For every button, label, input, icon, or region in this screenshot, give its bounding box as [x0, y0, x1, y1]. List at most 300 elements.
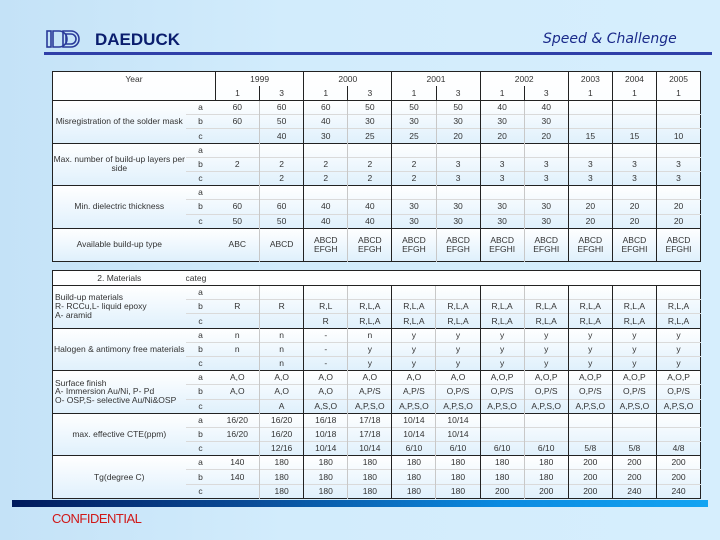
table-cell: ABCD EFGHI — [657, 228, 701, 261]
table-cell: A,O,P — [612, 371, 656, 385]
table-cell: 30 — [392, 115, 436, 129]
table-cell: ABC — [216, 228, 260, 261]
table-cell: 180 — [260, 456, 304, 470]
condition-letter: c — [186, 484, 216, 498]
condition-letter: a — [186, 143, 216, 157]
table-cell: y — [612, 328, 656, 342]
table-cell: y — [656, 356, 700, 370]
table-cell: y — [656, 342, 700, 356]
row-label: Surface finish A- Immersion Au/Ni, P- Pd O- OSP,S- selective Au/Ni&OSP — [53, 371, 186, 414]
table-cell: A,O — [260, 371, 304, 385]
table-cell — [260, 314, 304, 328]
half-header: 3 — [260, 86, 304, 101]
table-cell: 30 — [436, 214, 480, 228]
table-cell — [656, 413, 700, 427]
table-cell — [304, 286, 348, 300]
table-cell: 40 — [304, 214, 348, 228]
year-header: 2002 — [480, 72, 568, 87]
table-cell: 3 — [524, 171, 568, 185]
table-cell: A,O,P — [656, 371, 700, 385]
section — [53, 456, 701, 499]
table-cell — [480, 413, 524, 427]
table-cell: 30 — [480, 214, 524, 228]
table-cell: 30 — [524, 214, 568, 228]
table-cell: 50 — [436, 101, 480, 115]
table-cell: 50 — [348, 101, 392, 115]
table-cell — [480, 143, 524, 157]
table-cell: 60 — [216, 200, 260, 214]
table-cell: A,P,S,O — [524, 399, 568, 413]
section — [53, 143, 701, 186]
table-cell: 3 — [612, 157, 656, 171]
table-cell — [568, 286, 612, 300]
table-cell: 5/8 — [568, 442, 612, 456]
table-cell: 30 — [392, 214, 436, 228]
table-cell: y — [480, 356, 524, 370]
table-cell — [524, 143, 568, 157]
table-cell: A,P,S,O — [656, 399, 700, 413]
table-cell: 40 — [304, 200, 348, 214]
half-header: 3 — [348, 86, 392, 101]
row-label: Tg(degree C) — [53, 456, 186, 499]
table-cell: 180 — [436, 456, 480, 470]
table-cell — [436, 186, 480, 200]
table-cell: 10/14 — [392, 413, 436, 427]
half-header: 3 — [524, 86, 568, 101]
table-cell: 12/16 — [260, 442, 304, 456]
condition-letter: c — [186, 399, 216, 413]
table-cell: y — [568, 356, 612, 370]
condition-letter: c — [186, 214, 216, 228]
table-cell — [392, 186, 436, 200]
table-cell — [524, 427, 568, 441]
table-cell: 30 — [348, 115, 392, 129]
table-cell: 25 — [392, 129, 436, 143]
table-cell: A,P,S,O — [480, 399, 524, 413]
table-cell — [304, 143, 348, 157]
table-cell: R,L,A — [480, 314, 524, 328]
table-cell — [216, 143, 260, 157]
table-cell: 200 — [480, 484, 524, 498]
condition-letter: b — [186, 200, 216, 214]
table-cell: R,L,A — [656, 300, 700, 314]
table-row — [53, 186, 701, 200]
table-cell: y — [524, 342, 568, 356]
row-label: Misregistration of the solder mask — [53, 101, 186, 144]
table-cell — [216, 186, 260, 200]
table-cell: 180 — [436, 470, 480, 484]
table-cell — [480, 427, 524, 441]
row-label: max. effective CTE(ppm) — [53, 413, 186, 456]
table-cell: 15 — [568, 129, 612, 143]
year-header: 2005 — [657, 72, 701, 87]
table-cell: 30 — [436, 200, 480, 214]
table-cell: A,P/S — [348, 385, 392, 399]
table-cell: A,P,S,O — [612, 399, 656, 413]
table-cell — [216, 314, 260, 328]
condition-letter: a — [186, 413, 216, 427]
table-cell — [657, 143, 701, 157]
half-header: 1 — [304, 86, 348, 101]
table-cell: ABCD — [260, 228, 304, 261]
table-cell: n — [216, 342, 260, 356]
condition-letter: c — [186, 129, 216, 143]
table-cell: R,L,A — [568, 300, 612, 314]
table-cell: R,L,A — [392, 314, 436, 328]
materials-header-row — [53, 271, 701, 286]
table-cell: ABCD EFGH — [436, 228, 480, 261]
table-cell: - — [304, 342, 348, 356]
roadmap-table — [52, 71, 701, 262]
table-cell: 50 — [216, 214, 260, 228]
confidential-label: CONFIDENTIAL — [52, 511, 142, 526]
table-cell: O,P/S — [480, 385, 524, 399]
table-cell — [612, 143, 656, 157]
condition-letter: c — [186, 171, 216, 185]
table-cell: 16/20 — [260, 413, 304, 427]
table-cell — [612, 413, 656, 427]
condition-letter: a — [186, 186, 216, 200]
table-cell: 10/14 — [436, 413, 480, 427]
table-cell: 20 — [657, 214, 701, 228]
table-cell: O,P/S — [524, 385, 568, 399]
table-cell: R,L,A — [436, 314, 480, 328]
table-cell: R,L,A — [656, 314, 700, 328]
table-cell: 3 — [612, 171, 656, 185]
table-cell: 2 — [348, 171, 392, 185]
table-cell: 40 — [304, 115, 348, 129]
table-cell: y — [568, 328, 612, 342]
table-cell — [348, 286, 392, 300]
categ-label: categ — [185, 272, 207, 283]
table-cell: 200 — [568, 470, 612, 484]
table-cell: 30 — [480, 115, 524, 129]
row-label: Build-up materials R- RCCu,L- liquid epoxy A- aramid — [53, 286, 186, 329]
table-cell: 30 — [392, 200, 436, 214]
table-cell: y — [392, 342, 436, 356]
table-cell: 180 — [436, 484, 480, 498]
table-cell: R,L,A — [348, 300, 392, 314]
table-cell — [216, 356, 260, 370]
table-cell: y — [392, 356, 436, 370]
table-cell — [612, 427, 656, 441]
table-cell: R — [304, 314, 348, 328]
table-cell: 40 — [524, 101, 568, 115]
table-cell: 200 — [656, 456, 700, 470]
brand-name: DAEDUCK — [95, 30, 180, 49]
table-cell: 180 — [260, 484, 304, 498]
table-cell: 10/14 — [436, 427, 480, 441]
table-cell: - — [304, 328, 348, 342]
table-cell: 20 — [612, 214, 656, 228]
table-cell: R — [216, 300, 260, 314]
table-cell — [216, 171, 260, 185]
table-cell: y — [392, 328, 436, 342]
table-cell: 16/20 — [260, 427, 304, 441]
table-cell: 6/10 — [524, 442, 568, 456]
table-cell: ABCD EFGHI — [612, 228, 656, 261]
row-label: Available build-up type — [53, 228, 186, 261]
table-cell: A,O — [304, 385, 348, 399]
table-cell: 180 — [480, 470, 524, 484]
table-cell: A — [260, 399, 304, 413]
table-cell: 30 — [304, 129, 348, 143]
condition-letter: a — [186, 101, 216, 115]
table-cell: 180 — [348, 470, 392, 484]
half-header: 1 — [612, 86, 656, 101]
condition-letter: a — [186, 286, 216, 300]
table-cell: R — [260, 300, 304, 314]
table-cell: ABCD EFGH — [348, 228, 392, 261]
table-cell — [480, 286, 524, 300]
table-cell: 180 — [392, 470, 436, 484]
condition-letter: b — [186, 157, 216, 171]
table-cell: 180 — [304, 484, 348, 498]
table-cell: 140 — [216, 456, 260, 470]
table-cell — [392, 286, 436, 300]
table-cell: 16/20 — [216, 413, 260, 427]
table-cell — [568, 143, 612, 157]
table-cell: 2 — [304, 171, 348, 185]
table-cell: 17/18 — [348, 427, 392, 441]
section — [53, 371, 701, 414]
table-row — [53, 228, 701, 261]
table-row — [53, 371, 701, 385]
table-cell: 180 — [524, 470, 568, 484]
condition-letter: b — [186, 342, 216, 356]
table-cell: A,O — [216, 371, 260, 385]
table-cell — [436, 143, 480, 157]
table-cell: R,L,A — [524, 300, 568, 314]
table-cell: 50 — [392, 101, 436, 115]
table-cell — [612, 115, 656, 129]
table-cell: A,O — [260, 385, 304, 399]
table-cell: 6/10 — [436, 442, 480, 456]
table-cell: y — [348, 342, 392, 356]
table-cell — [612, 101, 656, 115]
table-cell: 60 — [216, 101, 260, 115]
table-cell: 30 — [480, 200, 524, 214]
table-cell: 180 — [524, 456, 568, 470]
table-cell: A,P,S,O — [436, 399, 480, 413]
materials-table — [52, 270, 701, 499]
table-cell: 10 — [657, 129, 701, 143]
tagline: Speed & Challenge — [543, 31, 677, 47]
table-cell: ABCD EFGH — [304, 228, 348, 261]
table-cell: A,O,P — [480, 371, 524, 385]
half-header: 1 — [216, 86, 260, 101]
table-cell: R,L,A — [348, 314, 392, 328]
table-cell: y — [480, 342, 524, 356]
table-header — [53, 72, 701, 101]
year-label: Year — [125, 73, 143, 84]
condition-letter: c — [186, 356, 216, 370]
condition-letter: a — [186, 371, 216, 385]
table-cell — [656, 286, 700, 300]
table-cell — [524, 186, 568, 200]
table-cell: y — [480, 328, 524, 342]
table-cell: 10/14 — [304, 442, 348, 456]
table-cell: R,L — [304, 300, 348, 314]
table-cell: 30 — [436, 115, 480, 129]
table-cell: 2 — [304, 157, 348, 171]
table-cell: y — [436, 356, 480, 370]
table-row — [53, 328, 701, 342]
row-label: Min. dielectric thickness — [53, 186, 186, 229]
table-cell: 10/14 — [392, 427, 436, 441]
table-cell — [260, 143, 304, 157]
year-header: 2000 — [304, 72, 392, 87]
year-header: 2003 — [568, 72, 612, 87]
table-cell: 3 — [568, 157, 612, 171]
year-header: 1999 — [216, 72, 304, 87]
section — [53, 328, 701, 371]
section — [53, 101, 701, 144]
table-cell: 20 — [480, 129, 524, 143]
empty-cell — [53, 86, 216, 101]
table-cell: 40 — [260, 129, 304, 143]
table-cell — [260, 286, 304, 300]
table-cell — [568, 115, 612, 129]
table-cell: A,P,S,O — [392, 399, 436, 413]
table-cell: 60 — [216, 115, 260, 129]
table-cell: 200 — [656, 470, 700, 484]
table-cell: 2 — [216, 157, 260, 171]
half-header: 3 — [436, 86, 480, 101]
table-cell — [260, 186, 304, 200]
year-header: 2001 — [392, 72, 480, 87]
table-cell: 200 — [568, 484, 612, 498]
table-cell: 40 — [480, 101, 524, 115]
materials-title: 2. Materials — [97, 272, 142, 283]
table-cell — [612, 286, 656, 300]
table-cell: 20 — [612, 200, 656, 214]
table-cell: n — [348, 328, 392, 342]
table-cell: O,P/S — [612, 385, 656, 399]
condition-letter: b — [186, 427, 216, 441]
table-row — [53, 143, 701, 157]
table-cell: 3 — [436, 157, 480, 171]
table-cell: 3 — [568, 171, 612, 185]
table-cell: 60 — [260, 200, 304, 214]
table-cell: 20 — [524, 129, 568, 143]
year-header: 2004 — [612, 72, 656, 87]
table-cell — [348, 143, 392, 157]
table-cell: 180 — [304, 456, 348, 470]
table-cell — [657, 115, 701, 129]
row-label: Max. number of build-up layers per side — [53, 143, 186, 186]
table-cell: 20 — [568, 214, 612, 228]
table-cell: y — [612, 356, 656, 370]
table-row — [53, 101, 701, 115]
table-cell — [216, 484, 260, 498]
half-header: 1 — [568, 86, 612, 101]
table-cell — [568, 427, 612, 441]
table-cell: ABCD EFGHI — [568, 228, 612, 261]
condition-letter: b — [186, 300, 216, 314]
table-cell — [524, 413, 568, 427]
table-cell: y — [348, 356, 392, 370]
table-cell: 180 — [260, 470, 304, 484]
table-cell: n — [260, 342, 304, 356]
table-cell: n — [216, 328, 260, 342]
table-cell: y — [524, 328, 568, 342]
table-cell: 3 — [657, 171, 701, 185]
table-cell: 30 — [524, 115, 568, 129]
table-cell — [216, 286, 260, 300]
table-cell — [392, 143, 436, 157]
table-cell: 200 — [568, 456, 612, 470]
table-cell: n — [260, 328, 304, 342]
table-cell — [568, 101, 612, 115]
table-cell: 40 — [348, 200, 392, 214]
table-cell: ABCD EFGHI — [480, 228, 524, 261]
table-cell: y — [436, 328, 480, 342]
table-cell: O,P/S — [568, 385, 612, 399]
table-cell: n — [260, 356, 304, 370]
table-row — [53, 456, 701, 470]
table-cell: 240 — [656, 484, 700, 498]
table-header — [53, 271, 701, 286]
table-cell: A,O — [392, 371, 436, 385]
condition-letter: c — [186, 314, 216, 328]
condition-letter: b — [186, 470, 216, 484]
table-cell: R,L,A — [436, 300, 480, 314]
table-cell: 20 — [657, 200, 701, 214]
table-cell: 50 — [260, 214, 304, 228]
table-cell: 180 — [392, 484, 436, 498]
table-cell: O,P/S — [656, 385, 700, 399]
table-cell: 200 — [612, 456, 656, 470]
condition-letter: a — [186, 456, 216, 470]
table-cell: 3 — [524, 157, 568, 171]
table-cell — [304, 186, 348, 200]
half-row — [53, 86, 701, 101]
table-cell: A,O — [304, 371, 348, 385]
table-cell: 240 — [612, 484, 656, 498]
table-cell: R,L,A — [392, 300, 436, 314]
condition-letter: a — [186, 328, 216, 342]
table-cell: A,O,P — [568, 371, 612, 385]
table-cell: 30 — [524, 200, 568, 214]
table-cell: 2 — [348, 157, 392, 171]
table-cell — [568, 413, 612, 427]
table-cell: 10/18 — [304, 427, 348, 441]
table-cell: y — [524, 356, 568, 370]
table-cell: A,O,P — [524, 371, 568, 385]
table-cell: 60 — [260, 101, 304, 115]
table-cell: ABCD EFGHI — [524, 228, 568, 261]
table-cell: R,L,A — [480, 300, 524, 314]
table-cell: 16/20 — [216, 427, 260, 441]
table-cell: 6/10 — [480, 442, 524, 456]
table-row — [53, 413, 701, 427]
half-header: 1 — [657, 86, 701, 101]
condition-letter: b — [186, 385, 216, 399]
header-divider — [44, 52, 712, 55]
table-cell: 3 — [657, 157, 701, 171]
section — [53, 286, 701, 329]
table-cell: 180 — [348, 484, 392, 498]
condition-letter — [186, 228, 216, 261]
table-cell: A,O — [348, 371, 392, 385]
table-cell: R,L,A — [524, 314, 568, 328]
condition-letter: b — [186, 115, 216, 129]
table-cell: A,O — [436, 371, 480, 385]
table-cell: - — [304, 356, 348, 370]
footer-bar — [12, 500, 708, 507]
table-cell: ABCD EFGH — [392, 228, 436, 261]
